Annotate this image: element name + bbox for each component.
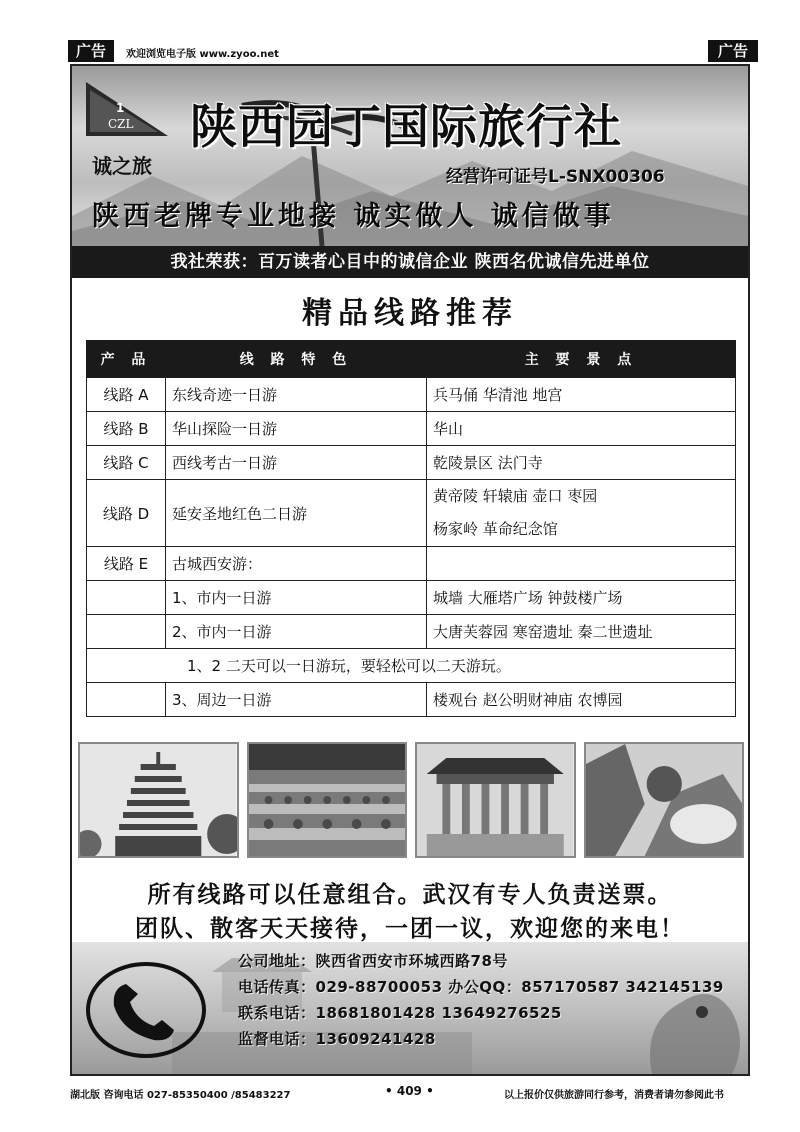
header-banner (72, 66, 748, 246)
table-row (87, 683, 736, 717)
route-code: 线路 D (87, 480, 166, 547)
route-feature: 东线奇迹一日游 (166, 378, 427, 412)
terracotta-warriors-photo (247, 742, 408, 858)
route-feature: 古城西安游： (166, 547, 427, 581)
footer-right: 以上报价仅供旅游同行参考，消费者请勿参阅此书 (504, 1090, 724, 1101)
contact-phone: 联系电话：18681801428 13649276525 (238, 1004, 562, 1022)
table-header-row (87, 341, 736, 378)
route-code: 线路 A (87, 378, 166, 412)
company-address: 公司地址：陕西省西安市环城西路78号 (238, 952, 508, 970)
palace-photo (415, 742, 576, 858)
route-feature: 华山探险一日游 (166, 412, 427, 446)
route-sights: 兵马俑 华清池 地宫 (427, 378, 736, 412)
route-sights: 华山 (427, 412, 736, 446)
route-note: 1、2 二天可以一日游玩，要轻松可以二天游玩。 (87, 649, 736, 683)
route-sights: 黄帝陵 轩辕庙 壶口 枣园 (433, 487, 598, 505)
ad-tag-left: 广告 (68, 40, 114, 62)
welcome-text[interactable]: 欢迎浏览电子版 www.zyoo.net (126, 49, 279, 60)
route-code: 线路 E (87, 547, 166, 581)
table-row (87, 649, 736, 683)
section-title: 精品线路推荐 (302, 296, 518, 331)
honor-banner: 我社荣获：百万读者心目中的诚信企业 陕西名优诚信先进单位 (72, 246, 748, 278)
route-code (87, 683, 166, 717)
page-number: • 409 • (385, 1084, 434, 1098)
route-feature: 3、周边一日游 (166, 683, 427, 717)
routes-table (86, 340, 736, 717)
route-feature: 西线考古一日游 (166, 446, 427, 480)
table-row (87, 412, 736, 446)
ad-tag-right: 广告 (708, 40, 758, 62)
route-sights: 乾陵景区 法门寺 (427, 446, 736, 480)
footer-left: 湖北版 咨询电话 027-85350400 /85483227 (70, 1090, 291, 1101)
route-code: 线路 C (87, 446, 166, 480)
route-sights-cell (427, 480, 736, 547)
photo-strip (78, 742, 744, 858)
logo-letters: CZL (108, 117, 134, 131)
contact-panel (72, 942, 748, 1074)
route-sights-2: 杨家岭 革命纪念馆 (433, 520, 558, 538)
route-code (87, 581, 166, 615)
route-sights: 楼观台 赵公明财神庙 农博园 (427, 683, 736, 717)
table-row (87, 615, 736, 649)
supervise-phone: 监督电话：13609241428 (238, 1030, 436, 1048)
promo-line-2: 团队、散客天天接待，一团一议，欢迎您的来电！ (135, 916, 685, 942)
promo-line-1: 所有线路可以任意组合。武汉有专人负责送票。 (147, 882, 673, 908)
table-row (87, 378, 736, 412)
company-name: 陕西园丁国际旅行社 (190, 100, 622, 155)
route-sights (427, 547, 736, 581)
route-feature: 延安圣地红色二日游 (166, 480, 427, 547)
route-code: 线路 B (87, 412, 166, 446)
pagoda-photo (78, 742, 239, 858)
table-row (87, 480, 736, 547)
slogan: 陕西老牌专业地接 诚实做人 诚信做事 (92, 201, 615, 232)
phone-icon (86, 962, 206, 1058)
license-number: 经营许可证号L-SNX00306 (446, 167, 665, 187)
table-row (87, 446, 736, 480)
route-sights: 大唐芙蓉园 寒窑遗址 秦二世遗址 (427, 615, 736, 649)
route-sights: 城墙 大雁塔广场 钟鼓楼广场 (427, 581, 736, 615)
route-code (87, 615, 166, 649)
svg-text:1: 1 (116, 101, 125, 115)
header-sights: 主 要 景 点 (427, 341, 736, 378)
table-row (87, 547, 736, 581)
header-product: 产 品 (87, 341, 166, 378)
mountain-rock-photo (584, 742, 745, 858)
route-feature: 2、市内一日游 (166, 615, 427, 649)
logo-caption: 诚之旅 (92, 154, 152, 178)
route-feature: 1、市内一日游 (166, 581, 427, 615)
advertisement-frame (70, 64, 750, 1076)
czl-logo (80, 78, 172, 140)
header-feature: 线 路 特 色 (166, 341, 427, 378)
fax-and-qq: 电话传真：029-88700053 办公QQ：857170587 342145139 (238, 978, 724, 996)
table-row (87, 581, 736, 615)
